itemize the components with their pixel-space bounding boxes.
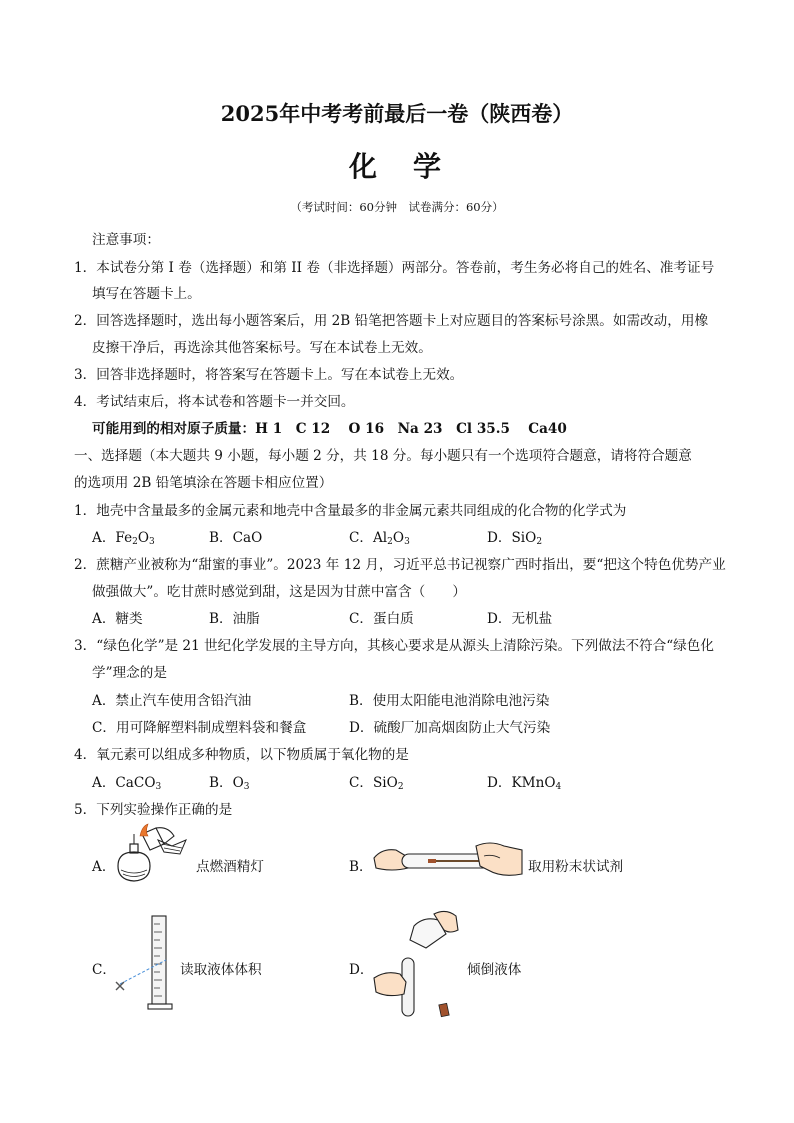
q1-option-b: B．CaO [209, 530, 263, 546]
q1-stem: 1．地壳中含量最多的金属元素和地壳中含量最多的非金属元素共同组成的化合物的化学式为 [74, 503, 627, 519]
pouring-liquid-illustration [374, 908, 474, 1024]
note-3: 3．回答非选择题时，将答案写在答题卡上。写在本试卷上无效。 [74, 367, 464, 383]
q4-option-b: B．$O_3$ [209, 775, 250, 792]
note-1-line2: 填写在答题卡上。 [92, 286, 201, 302]
q3-option-d: D．硫酸厂加高烟囱防止大气污染 [349, 720, 551, 736]
q2-option-a: A．糖类 [92, 611, 143, 627]
q4-option-a: A．CaCO$_3$ [92, 775, 162, 792]
q5-option-d-caption: 倾倒液体 [467, 962, 522, 978]
q5-option-c-caption: 读取液体体积 [180, 962, 262, 978]
q5-option-a-letter: A． [92, 859, 116, 875]
atomic-masses: 可能用到的相对原子质量：H 1 C 12 O 16 Na 23 Cl 35.5 Ca40 [92, 421, 567, 437]
section1-line1: 一、选择题（本大题共 9 小题，每小题 2 分，共 18 分。每小题只有一个选项符合题意，请将符合题意 [74, 448, 692, 464]
graduated-cylinder-illustration [112, 912, 182, 1012]
q3-line1: 3．“绿色化学”是 21 世纪化学发展的主导方向，其核心要求是从源头上清除污染。下列做法不符合“绿色化 [74, 638, 714, 654]
notes-heading: 注意事项： [92, 232, 160, 248]
q5-option-c-letter: C． [92, 962, 116, 978]
q4-option-c: C．SiO$_2$ [349, 775, 404, 792]
q3-option-c: C．用可降解塑料制成塑料袋和餐盒 [92, 720, 307, 736]
q1-option-d: D．SiO$_2$ [487, 530, 543, 547]
q5-option-b-letter: B． [349, 859, 373, 875]
q3-option-a: A．禁止汽车使用含铅汽油 [92, 693, 252, 709]
powder-reagent-illustration [372, 838, 524, 882]
exam-title: 2025年中考考前最后一卷（陕西卷） [220, 101, 574, 126]
section1-line2: 的选项用 2B 铅笔填涂在答题卡相应位置） [74, 475, 333, 491]
q4-stem: 4．氧元素可以组成多种物质，以下物质属于氧化物的是 [74, 747, 409, 763]
q2-line2: 做强做大”。吃甘蔗时感觉到甜，这是因为甘蔗中富含（ ） [92, 584, 466, 600]
q1-option-c: C．$Al_2O_3$ [349, 530, 410, 547]
note-2-line1: 2．回答选择题时，选出每小题答案后，用 2B 铅笔把答题卡上对应题目的答案标号涂黑。如需改动，用橡 [74, 313, 709, 329]
q4-option-d: D．KMnO$_4$ [487, 775, 562, 792]
q5-option-b-caption: 取用粉末状试剂 [528, 859, 624, 875]
alcohol-lamp-illustration [112, 826, 198, 886]
note-4: 4．考试结束后，将本试卷和答题卡一并交回。 [74, 394, 355, 410]
q5-stem: 5．下列实验操作正确的是 [74, 802, 233, 818]
q2-option-b: B．油脂 [209, 611, 260, 627]
q3-option-b: B．使用太阳能电池消除电池污染 [349, 693, 550, 709]
q5-option-d-letter: D． [349, 962, 374, 978]
q2-line1: 2．蔗糖产业被称为“甜蜜的事业”。2023 年 12 月，习近平总书记视察广西时指出，要“把这个特色优势产业 [74, 557, 726, 573]
q5-option-a-caption: 点燃酒精灯 [196, 859, 264, 875]
q1-option-a: A．$Fe_2O_3$ [92, 530, 155, 547]
q3-line2: 学”理念的是 [92, 665, 167, 681]
subject-title: 化 学 [348, 150, 445, 183]
exam-info: （考试时间：60分钟 试卷满分：60分） [290, 200, 504, 214]
q2-option-d: D．无机盐 [487, 611, 553, 627]
note-1-line1: 1．本试卷分第 I 卷（选择题）和第 II 卷（非选择题）两部分。答卷前，考生务必将自己的姓名、准考证号 [74, 260, 715, 276]
q2-option-c: C．蛋白质 [349, 611, 414, 627]
note-2-line2: 皮擦干净后，再选涂其他答案标号。写在本试卷上无效。 [92, 340, 432, 356]
